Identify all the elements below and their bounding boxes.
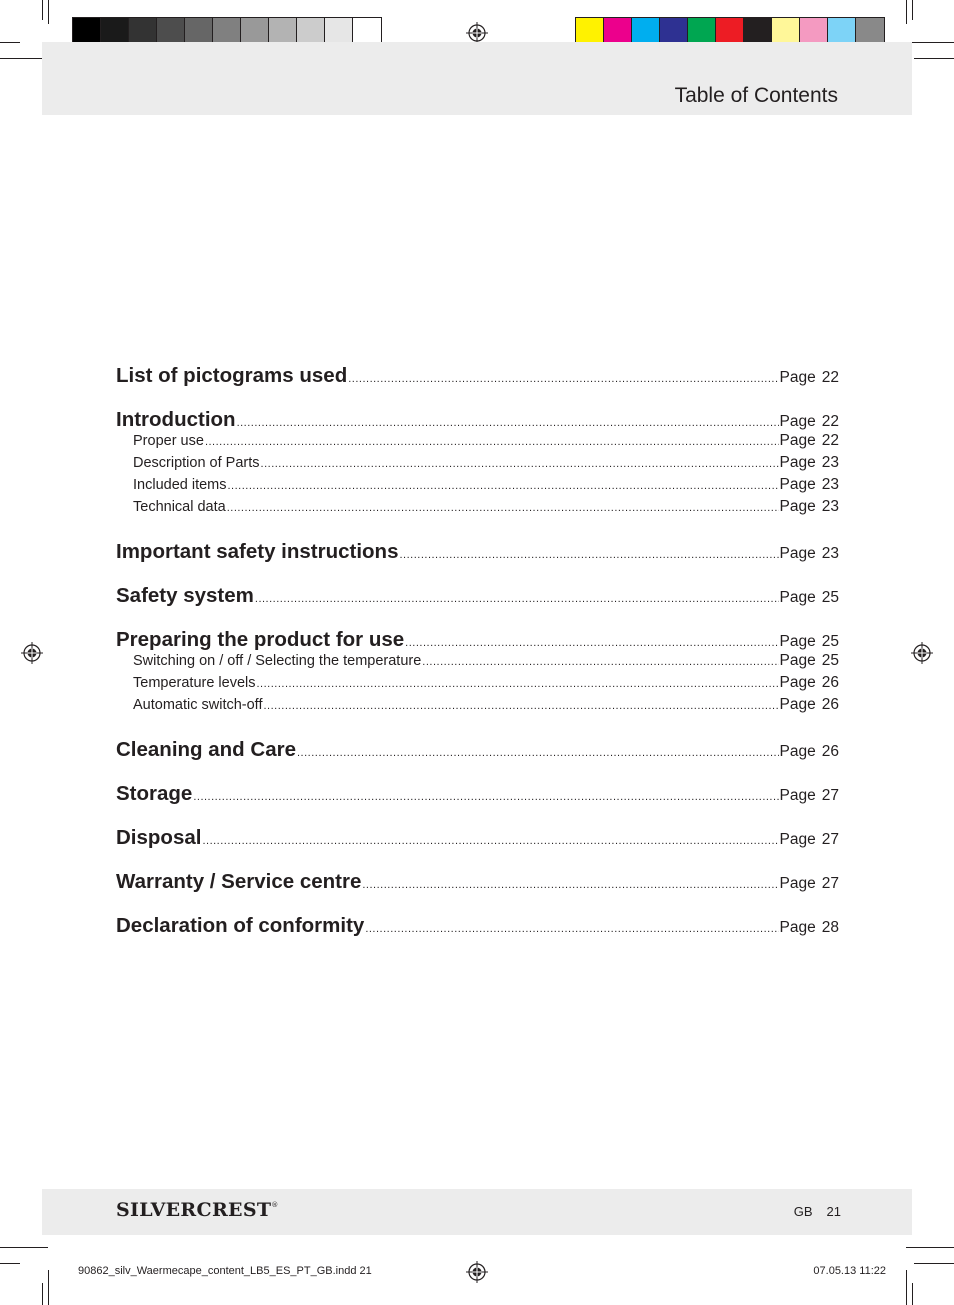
page-word: Page <box>779 545 816 562</box>
page-word: Page <box>779 589 816 606</box>
toc-page-ref <box>780 831 839 849</box>
crop-mark <box>0 1263 20 1264</box>
dot-leader <box>228 480 779 492</box>
toc-subentry[interactable] <box>116 454 839 476</box>
toc-entry-title: Declaration of conformity <box>116 914 365 937</box>
toc-page-ref <box>780 674 839 692</box>
toc-entry-title: Disposal <box>116 826 202 849</box>
toc-entry[interactable] <box>116 826 839 870</box>
dot-leader <box>405 637 778 649</box>
toc-page-ref <box>780 432 839 450</box>
crop-mark <box>0 42 20 43</box>
toc-subentry[interactable] <box>116 674 839 696</box>
toc-page-ref <box>780 454 839 472</box>
registration-mark-icon <box>466 22 488 44</box>
dot-leader <box>365 923 778 935</box>
language-code: GB <box>793 1204 813 1219</box>
toc-page-number: 26 <box>821 674 839 691</box>
crop-mark <box>48 1270 49 1305</box>
toc-page-ref <box>780 875 839 893</box>
crop-mark <box>906 42 954 43</box>
toc-entry-title: Storage <box>116 782 193 805</box>
crop-mark <box>42 0 43 20</box>
table-of-contents <box>116 364 839 958</box>
dot-leader <box>400 549 779 561</box>
toc-entry-title: Safety system <box>116 584 254 607</box>
slug-filename: 90862_silv_Waermecape_content_LB5_ES_PT_GB.indd 21 <box>78 1265 372 1277</box>
toc-subentry-title: Technical data <box>133 499 226 515</box>
page-word: Page <box>779 743 816 760</box>
toc-page-number: 28 <box>821 919 839 936</box>
dot-leader <box>237 417 779 429</box>
page-word: Page <box>779 369 816 386</box>
toc-page-number: 23 <box>821 498 839 515</box>
toc-entry-title: Preparing the product for use <box>116 628 405 651</box>
toc-entry[interactable] <box>116 364 839 408</box>
toc-subentry-title: Automatic switch-off <box>133 697 263 713</box>
toc-subentry[interactable] <box>116 476 839 498</box>
dot-leader <box>422 656 778 668</box>
toc-subentry[interactable] <box>116 432 839 454</box>
page-word: Page <box>779 674 816 691</box>
dot-leader <box>227 502 779 514</box>
toc-entry-title: Warranty / Service centre <box>116 870 362 893</box>
dot-leader <box>297 747 779 759</box>
page-word: Page <box>779 633 816 650</box>
dot-leader <box>257 678 779 690</box>
toc-page-number: 22 <box>821 432 839 449</box>
toc-page-ref <box>780 652 839 670</box>
dot-leader <box>263 700 778 712</box>
toc-page-ref <box>780 476 839 494</box>
registration-mark-icon <box>466 1261 488 1283</box>
toc-page-ref <box>780 743 839 761</box>
toc-page-number: 27 <box>821 831 839 848</box>
toc-subentry-title: Switching on / off / Selecting the temperature <box>133 653 422 669</box>
page-word: Page <box>779 476 816 493</box>
toc-page-number: 27 <box>821 787 839 804</box>
toc-entry[interactable] <box>116 628 839 652</box>
toc-page-number: 22 <box>821 369 839 386</box>
dot-leader <box>202 835 778 847</box>
page-word: Page <box>779 787 816 804</box>
page-word: Page <box>779 696 816 713</box>
toc-page-ref <box>780 413 839 431</box>
crop-mark <box>906 1270 907 1305</box>
toc-page-number: 22 <box>821 413 839 430</box>
crop-mark <box>0 58 48 59</box>
toc-subentry-title: Included items <box>133 477 227 493</box>
toc-entry-title: List of pictograms used <box>116 364 348 387</box>
toc-subentry[interactable] <box>116 652 839 674</box>
toc-page-ref <box>780 787 839 805</box>
toc-subentry[interactable] <box>116 696 839 738</box>
crop-mark <box>906 1247 954 1248</box>
toc-page-ref <box>780 633 839 651</box>
crop-mark <box>48 0 49 24</box>
page-word: Page <box>779 652 816 669</box>
dot-leader <box>193 791 778 803</box>
toc-page-number: 23 <box>821 545 839 562</box>
toc-subentry-title: Description of Parts <box>133 455 260 471</box>
toc-subentry-title: Temperature levels <box>133 675 256 691</box>
dot-leader <box>362 879 778 891</box>
dot-leader <box>348 373 778 385</box>
toc-entry-title: Introduction <box>116 408 236 431</box>
page-word: Page <box>779 454 816 471</box>
page-reference <box>794 1204 841 1219</box>
registration-mark-icon <box>911 642 933 664</box>
page-number: 21 <box>826 1204 841 1219</box>
crop-mark <box>42 1283 43 1305</box>
toc-entry[interactable] <box>116 914 839 958</box>
toc-entry[interactable] <box>116 408 839 432</box>
crop-mark <box>914 1263 954 1264</box>
toc-page-ref <box>780 589 839 607</box>
toc-page-number: 23 <box>821 454 839 471</box>
page-title: Table of Contents <box>674 84 838 107</box>
toc-entry[interactable] <box>116 738 839 782</box>
toc-entry-title: Important safety instructions <box>116 540 399 563</box>
toc-entry-title: Cleaning and Care <box>116 738 296 761</box>
toc-page-number: 25 <box>821 589 839 606</box>
brand-logo <box>116 1199 279 1221</box>
toc-page-number: 27 <box>821 875 839 892</box>
toc-page-ref <box>780 545 839 563</box>
toc-page-number: 26 <box>821 743 839 760</box>
page-word: Page <box>779 432 816 449</box>
crop-mark <box>0 1247 48 1248</box>
toc-page-number: 26 <box>821 696 839 713</box>
registered-mark: ® <box>271 1201 279 1209</box>
toc-page-ref <box>780 696 839 714</box>
toc-entry[interactable] <box>116 584 839 628</box>
dot-leader <box>261 458 779 470</box>
toc-page-ref <box>780 498 839 516</box>
page-word: Page <box>779 919 816 936</box>
toc-page-number: 25 <box>821 652 839 669</box>
slug-datetime: 07.05.13 11:22 <box>813 1265 886 1277</box>
toc-subentry[interactable] <box>116 498 839 540</box>
dot-leader <box>205 436 779 448</box>
toc-page-number: 23 <box>821 476 839 493</box>
crop-mark <box>912 0 913 20</box>
page-word: Page <box>779 875 816 892</box>
registration-mark-icon <box>21 642 43 664</box>
toc-entry[interactable] <box>116 540 839 584</box>
page-word: Page <box>779 413 816 430</box>
page-word: Page <box>779 831 816 848</box>
toc-subentry-title: Proper use <box>133 433 204 449</box>
toc-page-ref <box>780 919 839 937</box>
toc-page-ref <box>780 369 839 387</box>
crop-mark <box>912 1283 913 1305</box>
toc-entry[interactable] <box>116 782 839 826</box>
page-word: Page <box>779 498 816 515</box>
dot-leader <box>255 593 779 605</box>
brand-name: SILVERCREST <box>116 1199 272 1221</box>
toc-entry[interactable] <box>116 870 839 914</box>
toc-page-number: 25 <box>821 633 839 650</box>
crop-mark <box>914 58 954 59</box>
crop-mark <box>906 0 907 24</box>
